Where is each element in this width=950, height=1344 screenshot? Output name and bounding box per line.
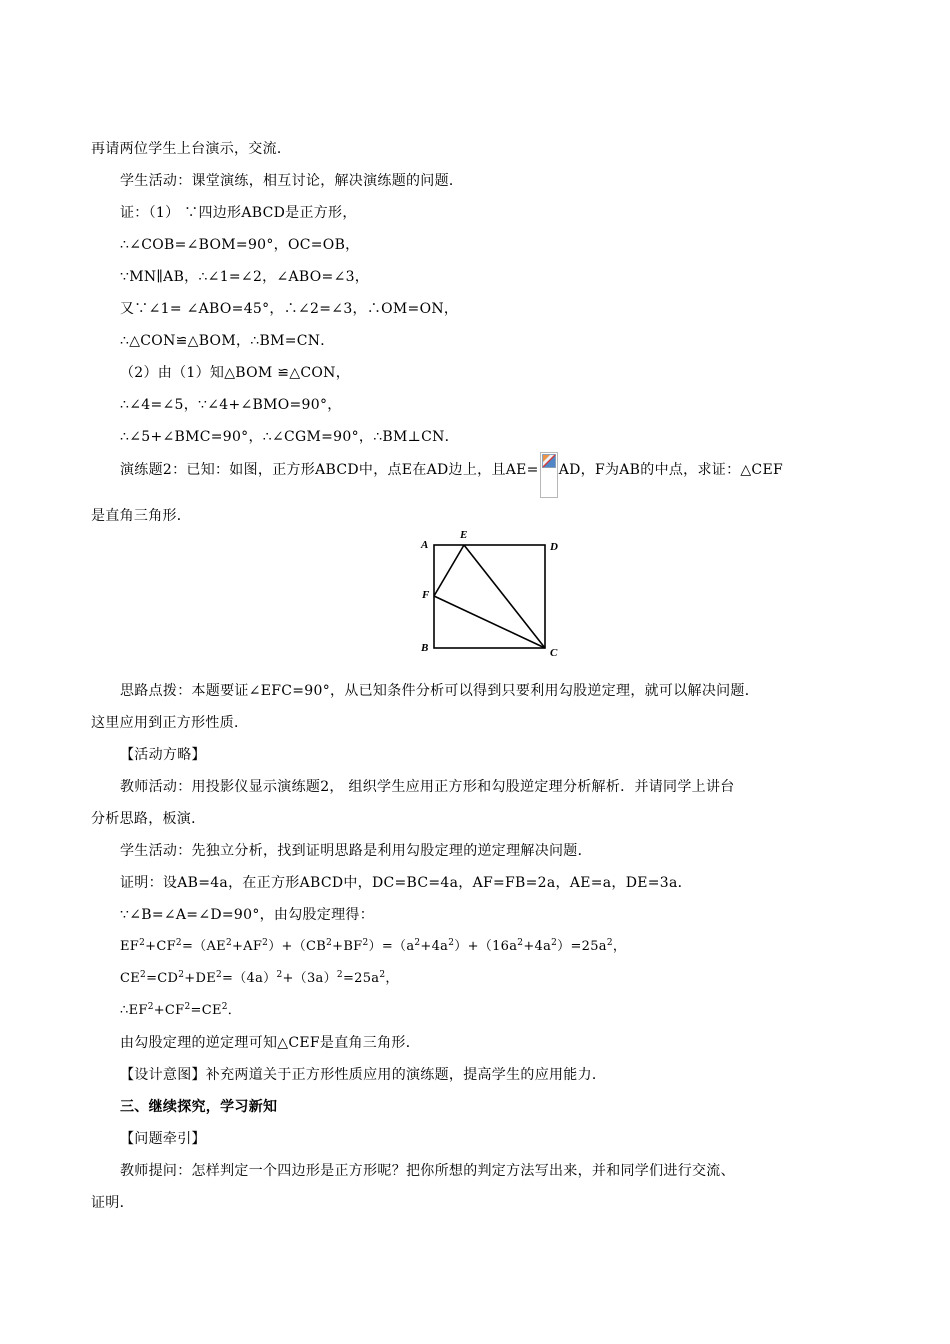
square-abcd [434, 545, 545, 648]
label-a: A [421, 539, 429, 551]
teacher-activity-line: 教师活动：用投影仪显示演练题2， 组织学生应用正方形和勾股逆定理分析解析．并请同学上讲台 [120, 779, 735, 795]
exercise-2-text: AD，F为AB的中点，求证：△CEF [558, 462, 783, 478]
text-line: ∴△CON≌△BOM，∴BM=CN． [120, 333, 335, 349]
label-f: F [422, 589, 430, 601]
text-line: 是直角三角形． [91, 508, 192, 524]
text-line: 又∵∠1= ∠ABO=45°，∴∠2=∠3，∴OM=ON， [120, 301, 459, 317]
strategy-heading: 【活动方略】 [120, 747, 206, 763]
text-line: ∴∠COB=∠BOM=90°，OC=OB， [120, 237, 360, 253]
teacher-question-line: 教师提问：怎样判定一个四边形是正方形呢？把你所想的判定方法写出来，并和同学们进行交流、 [120, 1163, 735, 1179]
text-line: ∴∠4=∠5，∵∠4+∠BMO=90°， [120, 397, 342, 413]
label-b: B [421, 642, 429, 654]
section-3-heading: 三、继续探究，学习新知 [120, 1099, 278, 1115]
segment-fc [434, 596, 545, 648]
segment-ef [434, 545, 464, 596]
teacher-question-line: 证明． [91, 1195, 134, 1211]
hint-line: 这里应用到正方形性质． [91, 715, 249, 731]
teacher-activity-line: 分析思路，板演． [91, 811, 206, 827]
broken-image-icon-glyph [542, 454, 556, 468]
label-c: C [550, 647, 558, 659]
text-line: 学生活动：课堂演练，相互讨论，解决演练题的问题． [120, 173, 464, 189]
proof-line: ∵∠B=∠A=∠D=90°，由勾股定理得： [120, 907, 375, 923]
broken-image-icon [540, 452, 558, 498]
student-activity: 学生活动：先独立分析，找到证明思路是利用勾股定理的逆定理解决问题． [120, 843, 592, 859]
text-line: ∴∠5+∠BMC=90°，∴∠CGM=90°，∴BM⊥CN． [120, 429, 459, 445]
text-line: 再请两位学生上台演示，交流． [91, 141, 292, 157]
label-e: E [460, 529, 468, 541]
proof-line: 证明：设AB=4a，在正方形ABCD中，DC=BC=4a，AF=FB=2a，AE=a，DE=3a． [120, 875, 692, 891]
hint-line: 思路点拨：本题要证∠EFC=90°，从已知条件分析可以得到只要利用勾股逆定理，就可以解决问题． [120, 683, 760, 699]
text-line: ∵MN∥AB，∴∠1=∠2，∠ABO=∠3， [120, 269, 370, 285]
text-line: （2）由（1）知△BOM ≌△CON， [120, 365, 351, 381]
proof-equation-ce: $CE^2=CD^2+DE^2=(4a)^2+(3a)^2=25a^2$， [120, 970, 399, 986]
label-d: D [550, 541, 558, 553]
guide-heading: 【问题牵引】 [120, 1131, 206, 1147]
square-figure [418, 526, 568, 660]
text-line: 证：（1） ∵四边形ABCD是正方形， [120, 205, 357, 221]
proof-conclusion-equation: $\therefore EF^2+CF^2=CE^2$． [120, 1002, 242, 1018]
design-intent: 【设计意图】补充两道关于正方形性质应用的演练题，提高学生的应用能力． [120, 1067, 607, 1083]
proof-line: 由勾股定理的逆定理可知△CEF是直角三角形． [120, 1035, 421, 1051]
exercise-2-text: 演练题2：已知：如图，正方形ABCD中，点E在AD边上，且AE= [120, 462, 539, 478]
proof-equation-ef-cf: $EF^2+CF^2=(AE^2+AF^2)+(CB^2+BF^2)=(a^2+4a^2)+(16a^2+4a^2)=25a^2$， [120, 938, 627, 954]
segment-ec [464, 545, 545, 648]
exercise-2-statement [120, 460, 870, 498]
